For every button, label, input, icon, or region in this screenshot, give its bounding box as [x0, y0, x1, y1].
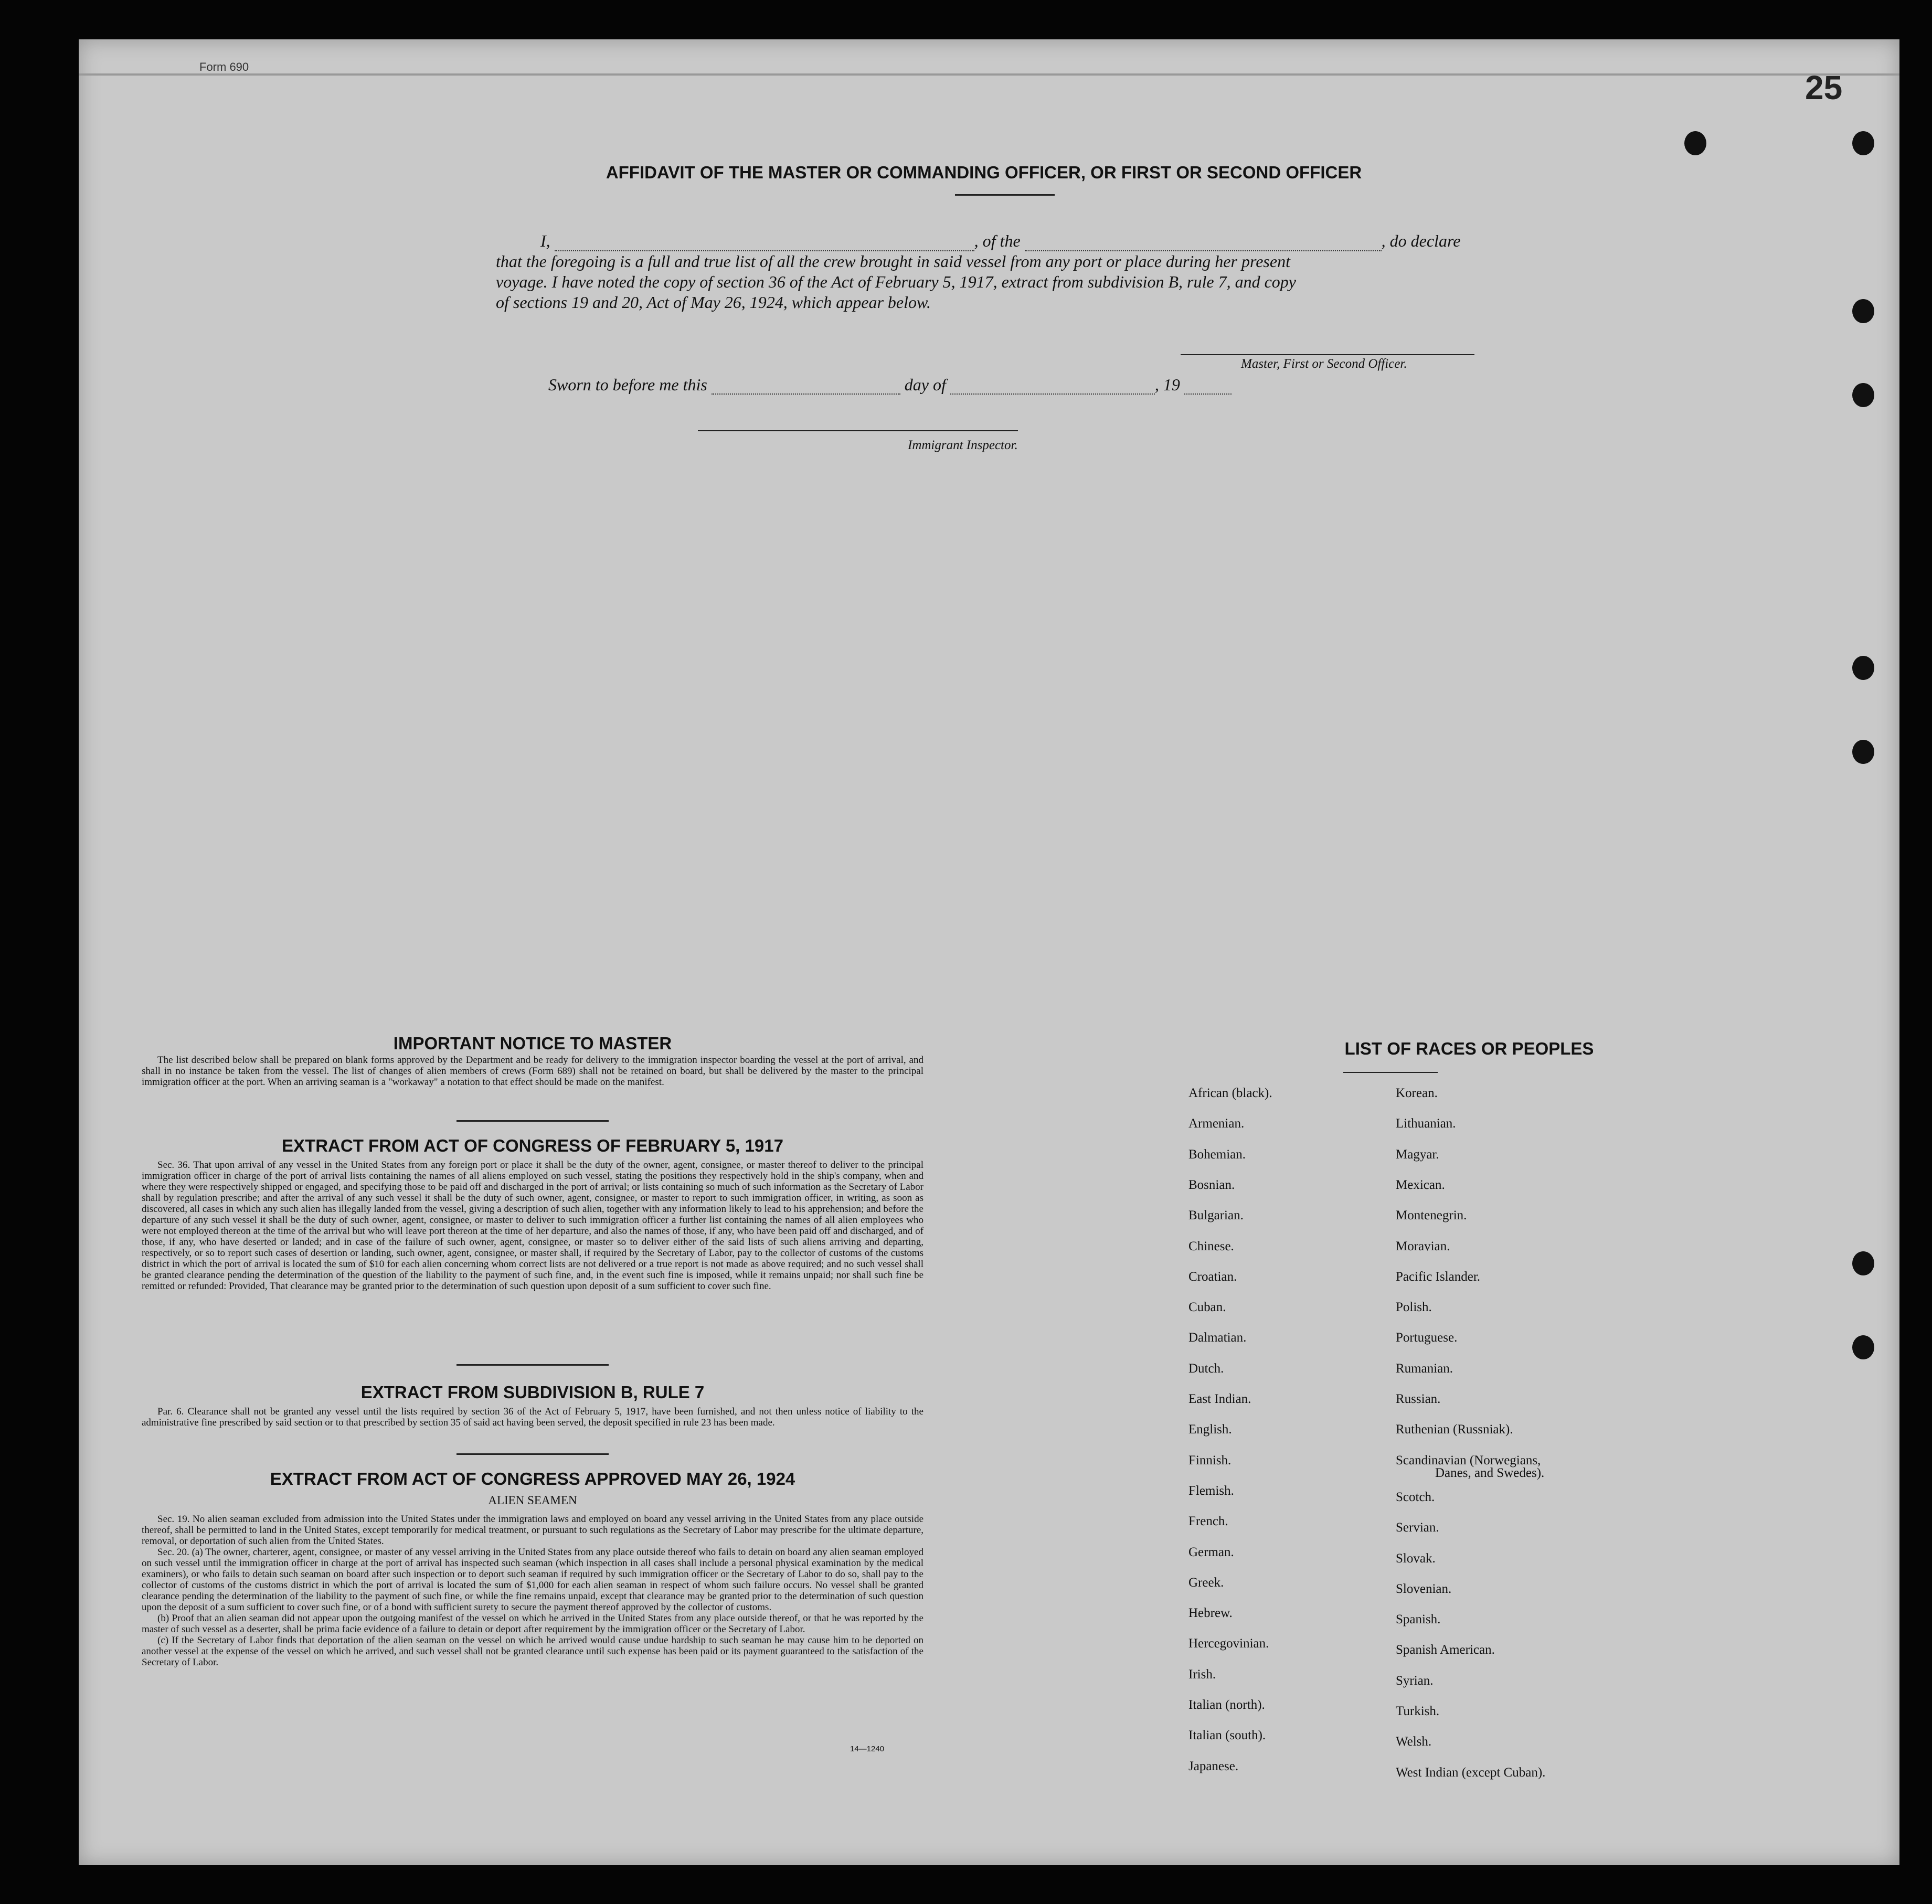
binder-hole — [1852, 1251, 1874, 1275]
race-item: East Indian. — [1188, 1392, 1251, 1406]
race-item: Italian (north). — [1188, 1698, 1265, 1712]
race-item: Spanish. — [1396, 1612, 1441, 1626]
race-item: Armenian. — [1188, 1116, 1245, 1131]
race-scandinavian-continued: Danes, and Swedes). — [1435, 1466, 1545, 1480]
rule7-text: Par. 6. Clearance shall not be granted any vessel until the lists required by section 36 of the Act of February 5, 1917, have been furnished, and not then unless notice of liability to the administrative fine prescribed by said section or to that prescribed by section 35 of said act having been served, the deposit specified in rule 23 has been made. — [142, 1406, 923, 1428]
page-number — [1805, 68, 1855, 105]
race-item: Moravian. — [1396, 1239, 1450, 1253]
inspector-line — [698, 430, 1018, 431]
race-item: Slovak. — [1396, 1551, 1436, 1566]
sworn-label: Sworn to before me this — [548, 375, 707, 394]
signature-label: Master, First or Second Officer. — [1241, 357, 1407, 371]
section-20b-text: (b) Proof that an alien seaman did not appear upon the outgoing manifest of the vessel on which he arrived in the United States from any place outside thereof, or that he was reported by the master of such vessel as a deserter, shall be prima facie evidence of a failure to detain or deport after requirement by the immigration officer or the Secretary of Labor. — [142, 1613, 923, 1635]
notice-rule — [457, 1120, 609, 1122]
race-item: German. — [1188, 1545, 1234, 1559]
race-item: Turkish. — [1396, 1704, 1440, 1718]
printer-code: 14—1240 — [850, 1745, 885, 1753]
alien-seamen-subtitle: ALIEN SEAMEN — [488, 1494, 577, 1507]
race-item: Korean. — [1396, 1086, 1438, 1100]
sworn-line — [548, 375, 1232, 395]
race-item: Russian. — [1396, 1392, 1441, 1406]
affidavit-line-4: of sections 19 and 20, Act of May 26, 1924, which appear below. — [496, 293, 931, 312]
page-number-text: 25 — [1805, 69, 1843, 107]
notice-text: The list described below shall be prepared on blank forms approved by the Department and be ready for delivery to the immigration inspector boarding the vessel at the port of arrival, and shall in no instance be taken from the vessel. The list of changes of alien members of crews (Form 689) shall not be retained on board, but shall be delivered by the master to the principal immigration officer at the port. When an arriving seaman is a "workaway" a notation to that effect should be made on the manifest. — [142, 1055, 923, 1088]
affidavit-line-2: that the foregoing is a full and true list of all the crew brought in said vessel from any port or place during her present — [496, 252, 1290, 271]
races-rule — [1343, 1072, 1438, 1073]
rule7-rule — [457, 1453, 609, 1455]
rule7-title: EXTRACT FROM SUBDIVISION B, RULE 7 — [360, 1382, 705, 1402]
year-label: , 19 — [1154, 375, 1180, 394]
race-item: Magyar. — [1396, 1147, 1439, 1162]
race-item: Welsh. — [1396, 1735, 1432, 1749]
races-title: LIST OF RACES OR PEOPLES — [1344, 1039, 1594, 1058]
race-item: West Indian (except Cuban). — [1396, 1765, 1546, 1780]
race-item: African (black). — [1188, 1086, 1272, 1100]
race-item: Hercegovinian. — [1188, 1636, 1269, 1651]
race-item: Bulgarian. — [1188, 1208, 1244, 1222]
race-item: Slovenian. — [1396, 1582, 1452, 1596]
notice-title: IMPORTANT NOTICE TO MASTER — [393, 1034, 672, 1053]
race-item: Syrian. — [1396, 1674, 1434, 1688]
binder-hole — [1852, 740, 1874, 764]
race-item: Montenegrin. — [1396, 1208, 1467, 1222]
affidavit-i: I, — [540, 231, 550, 250]
extract-1924-body — [142, 1514, 923, 1668]
race-item: Irish. — [1188, 1667, 1216, 1682]
sworn-year-blank — [1184, 393, 1232, 395]
race-item: Rumanian. — [1396, 1361, 1453, 1376]
section-20c-text: (c) If the Secretary of Labor finds that deportation of the alien seaman on the vessel on which he arrived would cause undue hardship to such seaman he may cause him to be deported on another vessel at the expense of the vessel on which he arrived, and such vessel shall not be granted clearance until such expense has been paid or its payment guaranteed to the satisfaction of the Secretary of Labor. — [142, 1635, 923, 1668]
day-of-label: day of — [904, 375, 946, 394]
race-item: Bosnian. — [1188, 1178, 1235, 1192]
race-item: Hebrew. — [1188, 1606, 1233, 1620]
race-item: Portuguese. — [1396, 1331, 1458, 1345]
race-item: Polish. — [1396, 1300, 1432, 1314]
affidavit-of-the: , of the — [974, 231, 1021, 250]
top-border-line — [79, 73, 1899, 76]
sworn-month-blank — [950, 393, 1155, 395]
extract-1917-text: Sec. 36. That upon arrival of any vessel in the United States from any foreign port or place it shall be the duty of the owner, agent, consignee, or master thereof to deliver to the principal immigration officer in charge of the port of arrival lists containing the names of all aliens employed on such vessel, stating the positions they respectively hold in the ship's company, when and where they were respectively shipped or engaged, and specifying those to be paid off and discharged in the port of arrival; or lists containing so much of such information as the Secretary of Labor shall by regulation prescribe; and after the arrival of any such vessel it shall be the duty of such owner, agent, consignee, or master to report to such immigration officer, in writing, as soon as discovered, all cases in which any such alien has illegally landed from the vessel, giving a description of such alien, together with any information likely to lead to his apprehension; and before the departure of any such vessel it shall be the duty of such owner, agent, consignee, or master to deliver to such immigration officer a further list containing the names of all alien employees who were not employed thereon at the time of the arrival but who will leave port thereon at the time of her departure, and also the names of those, if any, who have been paid off and discharged, and of those, if any, who have deserted or landed; and in case of the failure of such owner, agent, consignee, or master so to deliver either of the said lists of such aliens arriving and departing, respectively, or so to report such cases of desertion or landing, such owner, agent, consignee, or master shall, if required by the Secretary of Labor, pay to the collector of customs of the customs district in which the port of arrival is located the sum of $10 for each alien concerning whom correct lists are not delivered or a true report is not made as above required; and no such vessel shall be granted clearance pending the determination of the question of the liability to the payment of such fine, and, in the event such fine is imposed, while it remains unpaid; nor shall such fine be remitted or refunded: Provided, That clearance may be granted prior to the determination of such question upon deposit of a sum sufficient to cover such fine. — [142, 1160, 923, 1292]
race-item: Lithuanian. — [1396, 1116, 1456, 1131]
sworn-day-blank — [712, 393, 900, 395]
extract-1917-rule — [457, 1364, 609, 1366]
race-item: Pacific Islander. — [1396, 1270, 1481, 1284]
signature-line — [1181, 354, 1474, 355]
race-item: French. — [1188, 1514, 1228, 1528]
binder-hole — [1852, 1335, 1874, 1359]
race-item: Ruthenian (Russniak). — [1396, 1422, 1513, 1437]
section-19-text: Sec. 19. No alien seaman excluded from admission into the United States under the immigration laws and employed on board any vessel arriving in the United States from any place outside thereof, shall be permitted to land in the United States, except temporarily for medical treatment, or pursuant to such regulations as the Secretary of Labor may prescribe for the ultimate departure, removal, or deportation of such alien from the United States. — [142, 1514, 923, 1547]
race-item: Servian. — [1396, 1520, 1439, 1535]
race-item: Flemish. — [1188, 1484, 1234, 1498]
section-20a-text: Sec. 20. (a) The owner, charterer, agent, consignee, or master of any vessel arriving in the United States from any place outside thereof who fails to detain on board any alien seaman employed on such vessel until the immigration officer in charge at the port of arrival has inspected such seaman (which inspection in all cases shall include a personal physical examination by the medical examiners), or who fails to detain such seaman on board after such inspection or to deport such seaman if required by such immigration officer or the Secretary of Labor to do so, shall pay to the collector of customs of the customs district in which the port of arrival is located the sum of $1,000 for each alien seaman in respect of whom such failure occurs. No vessel shall be granted clearance pending the determination of the liability to the payment of such fine, or while the fine remains unpaid, except that clearance may be granted prior to the determination of such question upon the deposit of a sum sufficient to cover such fine, or of a bond with sufficient surety to secure the payment thereof approved by the collector of customs. — [142, 1547, 923, 1613]
form-number: Form 690 — [199, 60, 249, 73]
race-item: Croatian. — [1188, 1270, 1237, 1284]
race-item: Italian (south). — [1188, 1728, 1266, 1742]
race-item: English. — [1188, 1422, 1232, 1437]
affidavit-rule — [955, 194, 1055, 196]
race-item: Bohemian. — [1188, 1147, 1246, 1162]
affidavit-title: AFFIDAVIT OF THE MASTER OR COMMANDING OFFICER, OR FIRST OR SECOND OFFICER — [606, 163, 1362, 182]
race-item: Dalmatian. — [1188, 1331, 1247, 1345]
extract-1924-title: EXTRACT FROM ACT OF CONGRESS APPROVED MAY 26, 1924 — [270, 1469, 795, 1488]
race-item: Dutch. — [1188, 1361, 1224, 1376]
binder-hole — [1852, 383, 1874, 407]
race-item: Scotch. — [1396, 1490, 1435, 1504]
race-item: Japanese. — [1188, 1759, 1239, 1773]
binder-hole — [1852, 131, 1874, 155]
race-item: Chinese. — [1188, 1239, 1234, 1253]
binder-hole — [1684, 131, 1706, 155]
race-item: Finnish. — [1188, 1453, 1232, 1467]
binder-hole — [1852, 299, 1874, 323]
binder-hole — [1852, 656, 1874, 680]
affidavit-body — [496, 231, 1593, 313]
inspector-label: Immigrant Inspector. — [908, 438, 1018, 452]
race-item: Greek. — [1188, 1576, 1224, 1590]
race-item: Cuban. — [1188, 1300, 1226, 1314]
extract-1917-title: EXTRACT FROM ACT OF CONGRESS OF FEBRUARY 5, 1917 — [282, 1136, 783, 1155]
race-item: Scandinavian (Norwegians, — [1396, 1453, 1541, 1467]
affidavit-line-3: voyage. I have noted the copy of section 36 of the Act of February 5, 1917, extract from subdivision B, rule 7, and copy — [496, 272, 1296, 291]
affidavit-declare: , do declare — [1381, 231, 1461, 250]
race-item: Spanish American. — [1396, 1643, 1495, 1657]
document-page — [79, 39, 1899, 1865]
race-item: Mexican. — [1396, 1178, 1445, 1192]
